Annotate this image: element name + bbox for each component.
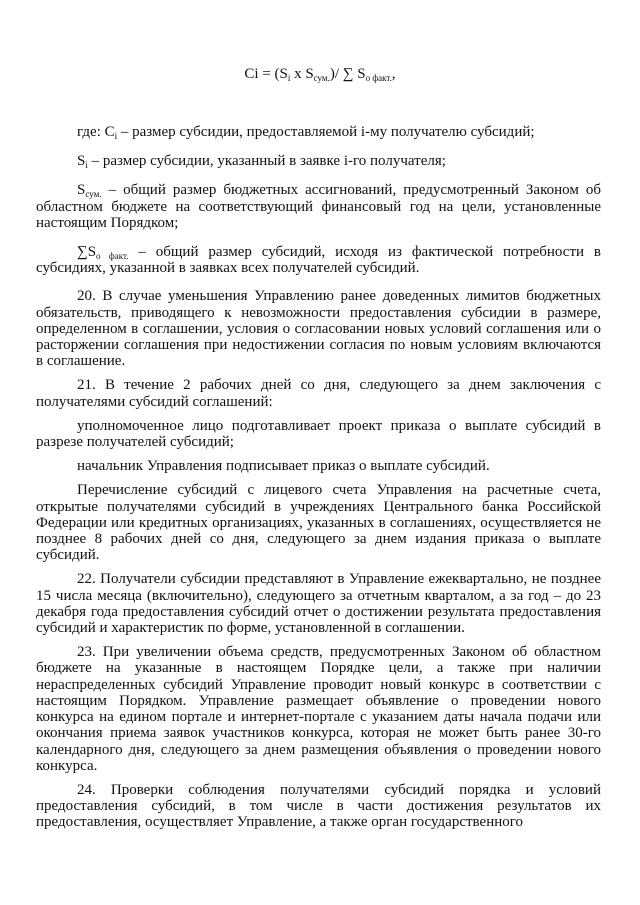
legend-s-symbol: S <box>77 153 86 170</box>
paragraph-21-transfer: Перечисление субсидий с лицевого счета Управления на расчетные счета, открытые получателями субсидий в учреждениях Центрального банка Российской Федерации или кредитных организациях, указанных в соглашениях, осуществляется не позднее 8 рабочих дней со дня, следующего за днем издания приказа о выплате субсидий. <box>36 482 601 564</box>
legend-c-sub: i <box>114 131 118 141</box>
formula-sub-i: i <box>287 73 291 83</box>
paragraph-23: 23. При увеличении объема средств, предусмотренных Законом об областном бюджете на указанные в настоящем Порядке цели, а также при наличии нераспределенных субсидий Управление проводит новый конкурс в соответствии с настоящим Порядком. Управление размещает объявление о проведении нового конкурса на едином портале и интернет-портале с указанием даты начала подачи или окончания приема заявок участников конкурса, которая не может быть ранее 30-го календарного дня, следующего за днем размещения объявления о проведении нового конкурса. <box>36 644 601 774</box>
legend-s-text: – размер субсидии, указанный в заявке i-го получателя; <box>87 153 446 170</box>
legend-sfact-sub: о факт. <box>96 251 129 262</box>
formula-end: , <box>391 66 396 82</box>
legend-sfact-symbol: ∑S <box>77 244 97 261</box>
formula-mid: x S <box>290 66 314 82</box>
legend-s <box>36 153 601 169</box>
paragraph-21-item-2: начальник Управления подписывает приказ о выплате субсидий. <box>77 458 490 475</box>
paragraph-20: 20. В случае уменьшения Управлению ранее доведенных лимитов бюджетных обязательств, приводящего к невозможности предоставления субсидии в размере, определенном в соглашении, условия о согласовании новых условий соглашения или о расторжении соглашения при недостижении согласия по новым условиям включаются в соглашение. <box>36 288 601 370</box>
legend-sfact-text: – общий размер субсидий, исходя из фактической потребности в субсидиях, указанной в заявках всех получателей субсидий. <box>36 244 601 277</box>
legend-s-sub: i <box>85 160 88 171</box>
document-body <box>36 124 601 831</box>
paragraph-21-item-1: уполномоченное лицо подготавливает проект приказа о выплате субсидий в разрезе получателей субсидий; <box>36 417 601 451</box>
legend-ssum-sub: сум. <box>85 189 102 200</box>
paragraph-22: 22. Получатели субсидии представляют в Управление ежеквартально, не позднее 15 числа месяца (включительно), следующего за отчетным кварталом, а за год – до 23 декабря года предоставления субсидий отчет о достижении результата предоставления субсидий и характеристик по форме, установленной в соглашении. <box>36 571 601 637</box>
legend-c-text: – размер субсидии, предоставляемой i-му получателю субсидий; <box>117 124 535 140</box>
legend-c-symbol: где: C <box>77 124 115 140</box>
legend-ssum <box>36 182 601 231</box>
legend-c <box>36 124 601 140</box>
legend-ssum-symbol: S <box>77 182 86 199</box>
paragraph-21: 21. В течение 2 рабочих дней со дня, следующего за днем заключения с получателями субсидий соглашений: <box>36 377 601 410</box>
formula-rhs: )/ ∑ S <box>329 66 366 82</box>
subsidy-formula <box>0 64 640 88</box>
legend-ssum-text: – общий размер бюджетных ассигнований, предусмотренный Законом об областном бюджете на соответствующий финансовый год на цели, установленные настоящим Порядком; <box>36 182 601 231</box>
formula-lhs: Ci = (S <box>244 66 288 82</box>
legend-sfact <box>36 244 601 276</box>
formula-sub-sum: сум. <box>313 73 330 83</box>
paragraph-24: 24. Проверки соблюдения получателями субсидий порядка и условий предоставления субсидий, в том числе в части достижения результатов их предоставления, осуществляет Управление, а также орган государственного <box>36 781 601 831</box>
formula-sub-fact: о факт. <box>365 73 392 83</box>
